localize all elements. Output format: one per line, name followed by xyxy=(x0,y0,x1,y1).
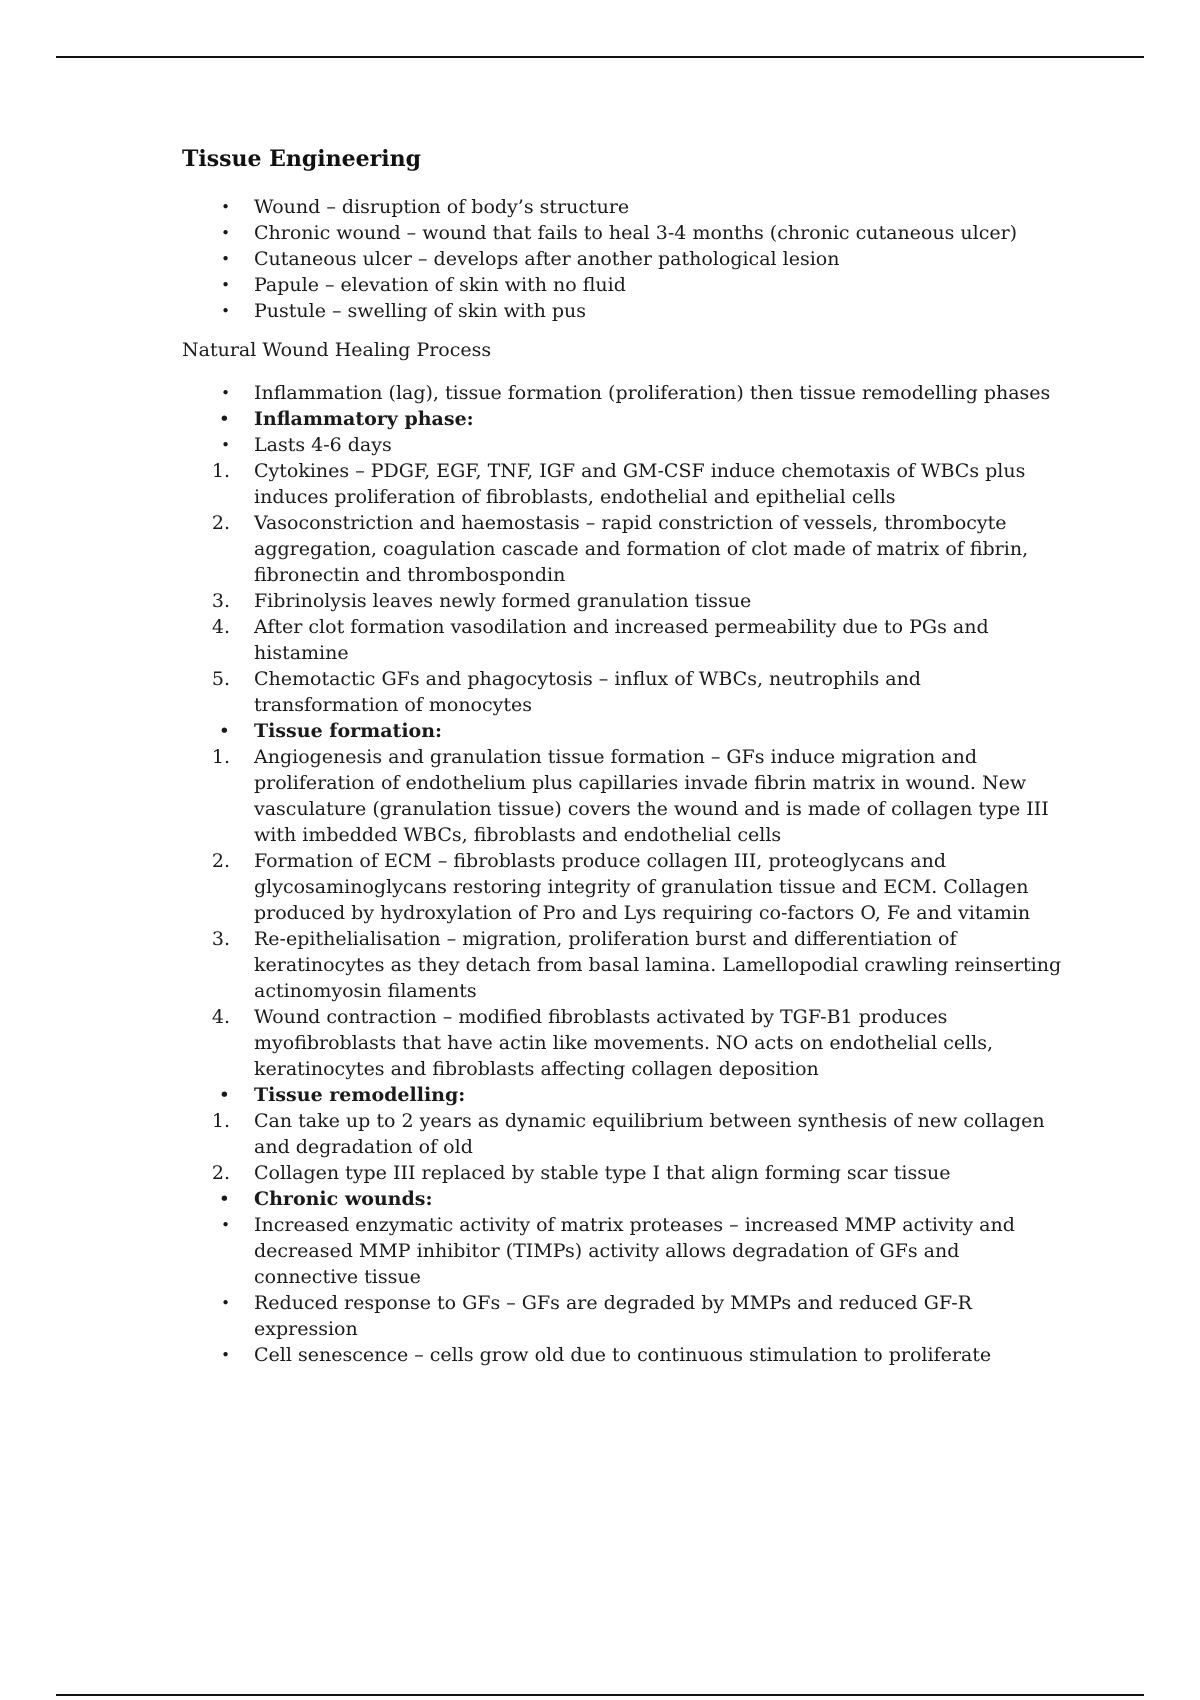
definitions-list xyxy=(182,194,1062,324)
number-marker: 3. xyxy=(211,928,230,950)
numbered-item xyxy=(182,588,1062,614)
item-text: Angiogenesis and granulation tissue formation – GFs induce migration and proliferation of endothelium plus capillaries invade fibrin matrix in wound. New vasculature (granulation tissue) covers the wound and is made of collagen type III with imbedded WBCs, fibroblasts and endothelial cells xyxy=(254,746,1049,846)
bullet-marker: • xyxy=(221,384,230,402)
bullet-marker: • xyxy=(221,1294,230,1312)
item-text: Can take up to 2 years as dynamic equilibrium between synthesis of new collagen and degradation of old xyxy=(254,1110,1045,1158)
item-text: Re-epithelialisation – migration, proliferation burst and differentiation of keratinocytes as they detach from basal lamina. Lamellopodial crawling reinserting actinomyosin filaments xyxy=(254,928,1062,1002)
numbered-item xyxy=(182,458,1062,510)
item-text: Fibrinolysis leaves newly formed granulation tissue xyxy=(254,590,752,612)
numbered-item xyxy=(182,744,1062,848)
bullet-marker: • xyxy=(221,1346,230,1364)
phase-heading-item xyxy=(182,1082,1062,1108)
number-marker: 1. xyxy=(211,460,230,482)
number-marker: 1. xyxy=(211,746,230,768)
document-title: Tissue Engineering xyxy=(182,146,421,172)
numbered-item xyxy=(182,1004,1062,1082)
bullet-marker: • xyxy=(218,1084,230,1106)
item-text: Tissue remodelling: xyxy=(254,1084,466,1106)
item-text: Chronic wounds: xyxy=(254,1188,433,1210)
bullet-item xyxy=(182,1342,1062,1368)
item-text: Wound contraction – modified fibroblasts activated by TGF-B1 produces myofibroblasts that have actin like movements. NO acts on endothelial cells, keratinocytes and fibroblasts affecting collagen deposition xyxy=(254,1006,994,1080)
header-rule xyxy=(56,56,1144,58)
item-text: Cytokines – PDGF, EGF, TNF, IGF and GM-CSF induce chemotaxis of WBCs plus induces proliferation of fibroblasts, endothelial and epithelial cells xyxy=(254,460,1026,508)
definition-item: • Papule – elevation of skin with no fluid xyxy=(182,272,1062,298)
number-marker: 2. xyxy=(211,850,230,872)
bullet-item xyxy=(182,1290,1062,1342)
phase-heading-item xyxy=(182,718,1062,744)
bullet-marker: • xyxy=(218,1188,230,1210)
document-body xyxy=(182,142,1062,1368)
definition-item: • Wound – disruption of body’s structure xyxy=(182,194,1062,220)
item-text: Inflammatory phase: xyxy=(254,408,474,430)
numbered-item xyxy=(182,848,1062,926)
process-list xyxy=(182,380,1062,1368)
bullet-marker: • xyxy=(221,250,230,268)
section-heading: Natural Wound Healing Process xyxy=(182,339,492,361)
bullet-marker: • xyxy=(221,302,230,320)
definition-item: • Pustule – swelling of skin with pus xyxy=(182,298,1062,324)
number-marker: 2. xyxy=(211,1162,230,1184)
numbered-item xyxy=(182,614,1062,666)
footer-rule xyxy=(56,1694,1144,1696)
bullet-marker: • xyxy=(221,436,230,454)
bullet-item xyxy=(182,432,1062,458)
item-text: After clot formation vasodilation and increased permeability due to PGs and histamine xyxy=(254,616,989,664)
bullet-marker: • xyxy=(221,276,230,294)
number-marker: 4. xyxy=(211,1006,230,1028)
phase-heading-item xyxy=(182,406,1062,432)
item-text: Inflammation (lag), tissue formation (proliferation) then tissue remodelling phases xyxy=(254,382,1051,404)
numbered-item xyxy=(182,926,1062,1004)
bullet-marker: • xyxy=(218,720,230,742)
definition-item: • Cutaneous ulcer – develops after another pathological lesion xyxy=(182,246,1062,272)
bullet-marker: • xyxy=(221,224,230,242)
phase-heading-item xyxy=(182,1186,1062,1212)
item-text: Lasts 4-6 days xyxy=(254,434,392,456)
number-marker: 2. xyxy=(211,512,230,534)
number-marker: 4. xyxy=(211,616,230,638)
item-text: Collagen type III replaced by stable type I that align forming scar tissue xyxy=(254,1162,951,1184)
item-text: Formation of ECM – fibroblasts produce collagen III, proteoglycans and glycosaminoglycans restoring integrity of granulation tissue and ECM. Collagen produced by hydroxylation of Pro and Lys requiring co-factors O, Fe and vitamin xyxy=(254,850,1031,924)
definition-item: • Chronic wound – wound that fails to heal 3-4 months (chronic cutaneous ulcer) xyxy=(182,220,1062,246)
number-marker: 5. xyxy=(211,668,230,690)
numbered-item xyxy=(182,666,1062,718)
numbered-item xyxy=(182,510,1062,588)
item-text: Chemotactic GFs and phagocytosis – influx of WBCs, neutrophils and transformation of monocytes xyxy=(254,668,921,716)
numbered-item xyxy=(182,1160,1062,1186)
bullet-item xyxy=(182,1212,1062,1290)
bullet-marker: • xyxy=(221,1216,230,1234)
number-marker: 3. xyxy=(211,590,230,612)
bullet-item xyxy=(182,380,1062,406)
item-text: Tissue formation: xyxy=(254,720,443,742)
item-text: Cell senescence – cells grow old due to continuous stimulation to proliferate xyxy=(254,1344,992,1366)
number-marker: 1. xyxy=(211,1110,230,1132)
item-text: Increased enzymatic activity of matrix proteases – increased MMP activity and decreased MMP inhibitor (TIMPs) activity allows degradation of GFs and connective tissue xyxy=(254,1214,1015,1288)
item-text: Reduced response to GFs – GFs are degraded by MMPs and reduced GF-R expression xyxy=(254,1292,972,1340)
bullet-marker: • xyxy=(221,198,230,216)
numbered-item xyxy=(182,1108,1062,1160)
bullet-marker: • xyxy=(218,408,230,430)
item-text: Vasoconstriction and haemostasis – rapid constriction of vessels, thrombocyte aggregation, coagulation cascade and formation of clot made of matrix of fibrin, fibronectin and thrombospondin xyxy=(254,512,1029,586)
